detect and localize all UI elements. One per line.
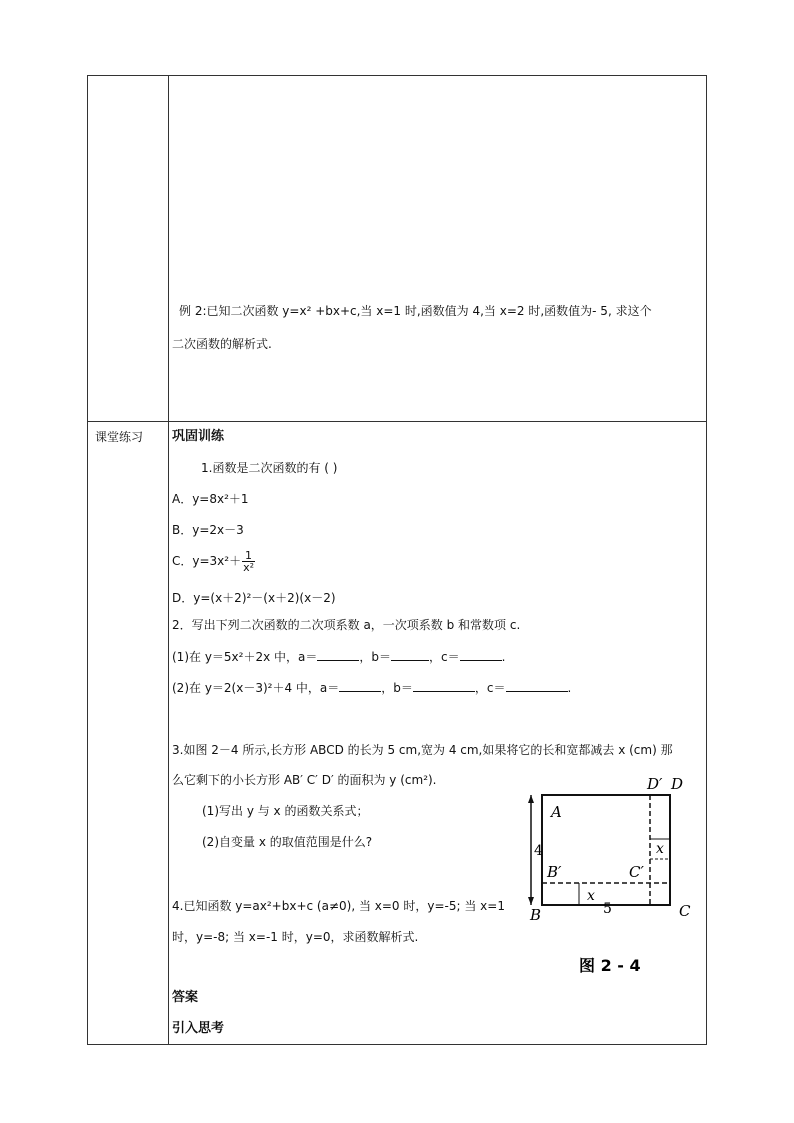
q2-1-end: . xyxy=(501,650,506,664)
label-dim-4: 4 xyxy=(534,843,543,859)
practice-heading: 巩固训练 xyxy=(172,429,225,444)
label-c-prime: C′ xyxy=(629,863,644,881)
label-d-prime: D′ xyxy=(647,775,663,793)
arrow-down-icon xyxy=(528,897,534,905)
intro-heading: 引入思考 xyxy=(172,1021,225,1036)
answer-blank-a[interactable] xyxy=(317,648,359,661)
q1-option-c xyxy=(172,550,255,573)
q2-1-b-label: ，b＝ xyxy=(359,650,391,664)
q1-option-b: B．y=2x－3 xyxy=(172,523,244,537)
row-divider xyxy=(88,421,706,422)
q2-1-c-label: ，c＝ xyxy=(429,650,460,664)
q4-line1: 4.已知函数 y=ax²+bx+c (a≠0), 当 x=0 时，y=-5; 当 x=1 xyxy=(172,899,505,913)
q2-2-c-label: ，c＝ xyxy=(474,681,506,695)
q2-2-prefix: (2)在 y＝2(x－3)²＋4 中，a＝ xyxy=(172,681,340,695)
answer-blank-c[interactable] xyxy=(506,679,568,692)
label-c: C xyxy=(679,902,691,920)
arrow-up-icon xyxy=(528,795,534,803)
figure-rectangle-diagram xyxy=(523,773,703,978)
q1-stem: 1.函数是二次函数的有 ( ) xyxy=(201,461,338,475)
q2-part2 xyxy=(172,679,571,697)
answer-blank-a[interactable] xyxy=(339,679,381,692)
q3-line1: 3.如图 2－4 所示,长方形 ABCD 的长为 5 cm,宽为 4 cm,如果将它的长和宽都减去 x (cm) 那 xyxy=(172,743,673,757)
q3-sub1: (1)写出 y 与 x 的函数关系式； xyxy=(202,804,369,818)
answer-blank-b[interactable] xyxy=(413,679,475,692)
answer-blank-c[interactable] xyxy=(460,648,502,661)
label-x-right: x xyxy=(656,841,664,857)
answers-heading: 答案 xyxy=(172,990,199,1005)
example2-line1: 例 2:已知二次函数 y=x² +bx+c,当 x=1 时,函数值为 4,当 x=2 时,函数值为- 5, 求这个 xyxy=(179,304,652,318)
q2-1-prefix: (1)在 y＝5x²＋2x 中，a＝ xyxy=(172,650,318,664)
column-divider xyxy=(168,76,169,1044)
label-b-prime: B′ xyxy=(547,863,562,881)
q1-option-c-fraction xyxy=(242,550,255,573)
q3-sub2: (2)自变量 x 的取值范围是什么? xyxy=(202,835,373,849)
label-x-bottom: x xyxy=(587,888,595,904)
q2-part1 xyxy=(172,648,505,666)
fraction-denominator: x² xyxy=(243,561,255,574)
label-d: D xyxy=(671,775,684,793)
q4-line2: 时，y=-8; 当 x=-1 时，y=0，求函数解析式. xyxy=(172,930,419,944)
fraction-numerator: 1 xyxy=(242,550,255,562)
label-b: B xyxy=(530,906,542,924)
row-label-class-practice: 课堂练习 xyxy=(95,430,144,444)
q1-option-c-prefix: C．y=3x²＋ xyxy=(172,554,242,568)
q1-option-d: D．y=(x＋2)²－(x＋2)(x－2) xyxy=(172,591,336,605)
label-dim-5: 5 xyxy=(603,901,612,917)
q2-2-b-label: ，b＝ xyxy=(381,681,413,695)
q1-option-a: A．y=8x²＋1 xyxy=(172,492,249,506)
q2-stem: 2．写出下列二次函数的二次项系数 a，一次项系数 b 和常数项 c. xyxy=(172,618,521,632)
example2-line2: 二次函数的解析式. xyxy=(172,337,272,351)
q3-line2: 么它剩下的小长方形 AB′ C′ D′ 的面积为 y (cm²). xyxy=(172,773,437,787)
label-a: A xyxy=(551,803,562,821)
figure-caption: 图 2 - 4 xyxy=(579,956,641,975)
answer-blank-b[interactable] xyxy=(391,648,429,661)
q2-2-end: . xyxy=(567,681,572,695)
